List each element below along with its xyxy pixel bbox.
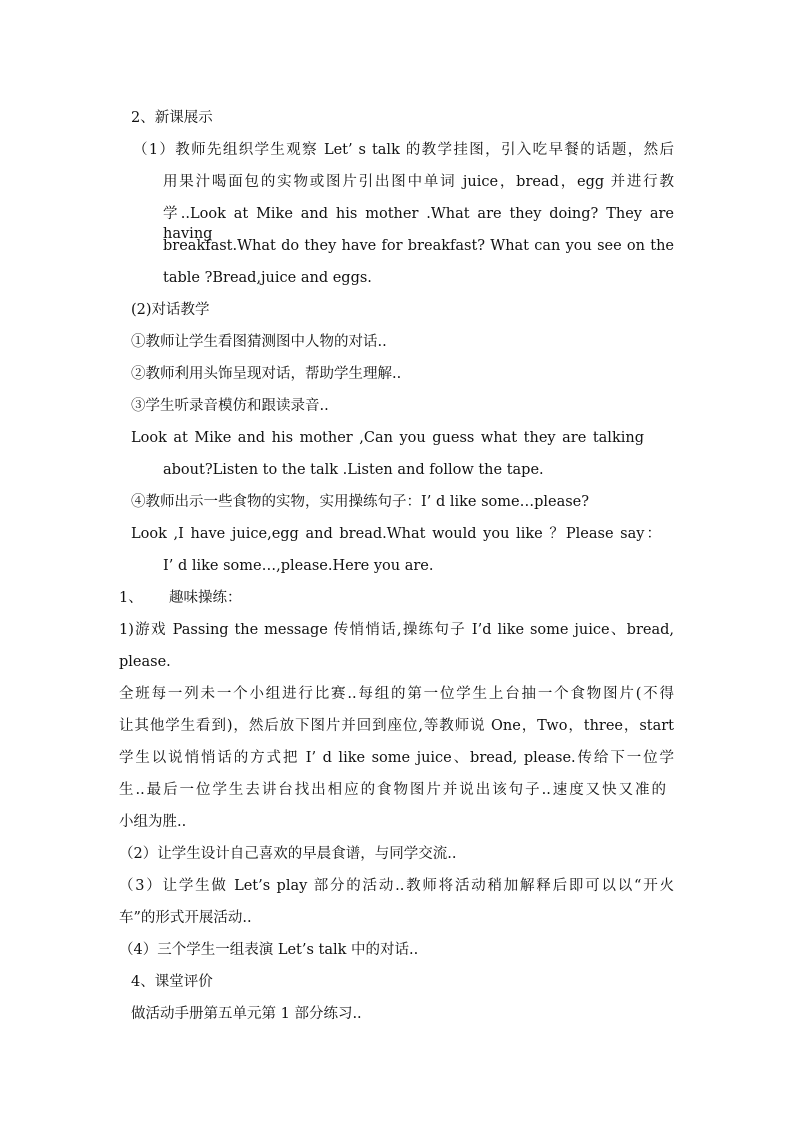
paragraph-line: （1）教师先组织学生观察 Let’ s talk 的教学挂图，引入吃早餐的话题，然后 xyxy=(133,142,674,158)
activity-item: （2）让学生设计自己喜欢的早晨食谱，与同学交流.. xyxy=(119,846,457,862)
section-heading-evaluation: 4、课堂评价 xyxy=(131,974,213,990)
english-line: Look at Mike and his mother ,Can you guess what they are talking xyxy=(131,430,644,446)
section-heading-new-lesson: 2、新课展示 xyxy=(131,110,213,126)
activity-item: （3）让学生做 Let’s play 部分的活动..教师将活动稍加解释后即可以以“开火 xyxy=(119,878,674,894)
paragraph-line: breakfast.What do they have for breakfast? What can you see on the xyxy=(163,238,674,254)
paragraph-line: please. xyxy=(119,654,171,670)
activity-item: 车”的形式开展活动.. xyxy=(119,910,252,926)
section-heading-practice: 趣味操练： xyxy=(169,590,242,606)
paragraph-line: 做活动手册第五单元第 1 部分练习.. xyxy=(131,1006,362,1022)
paragraph-line: 学生以说悄悄话的方式把 I’ d like some juice、bread, please.传给下一位学 xyxy=(119,750,674,766)
step-item: ②教师利用头饰呈现对话，帮助学生理解.. xyxy=(131,366,402,382)
paragraph-line: 学..Look at Mike and his mother .What are they doing? They are having xyxy=(163,206,674,242)
step-item: ①教师让学生看图猜测图中人物的对话.. xyxy=(131,334,387,350)
paragraph-line: 全班每一列未一个小组进行比赛..每组的第一位学生上台抽一个食物图片(不得 xyxy=(119,686,674,702)
english-line: I’ d like some…,please.Here you are. xyxy=(163,558,434,574)
step-item: ④教师出示一些食物的实物，实用操练句子：I’ d like some…please? xyxy=(131,494,590,510)
paragraph-line: 1)游戏 Passing the message 传悄悄话,操练句子 I’d like some juice、bread, xyxy=(119,622,674,638)
paragraph-line: 小组为胜.. xyxy=(119,814,187,830)
english-line: about?Listen to the talk .Listen and follow the tape. xyxy=(163,462,544,478)
paragraph-line: table ?Bread,juice and eggs. xyxy=(163,270,372,286)
activity-item: （4）三个学生一组表演 Let’s talk 中的对话.. xyxy=(119,942,419,958)
paragraph-line: 生..最后一位学生去讲台找出相应的食物图片并说出该句子..速度又快又准的 xyxy=(119,782,666,798)
subheading-dialogue-teaching: (2)对话教学 xyxy=(131,302,210,318)
step-item: ③学生听录音模仿和跟读录音.. xyxy=(131,398,329,414)
paragraph-line: 让其他学生看到)，然后放下图片并回到座位,等教师说 One，Two，three，start xyxy=(119,718,674,734)
section-number: 1、 xyxy=(119,590,143,606)
paragraph-line: 用果汁喝面包的实物或图片引出图中单词 juice，bread，egg 并进行教 xyxy=(163,174,674,190)
english-line: Look ,I have juice,egg and bread.What would you like ？Please say： xyxy=(131,526,661,542)
